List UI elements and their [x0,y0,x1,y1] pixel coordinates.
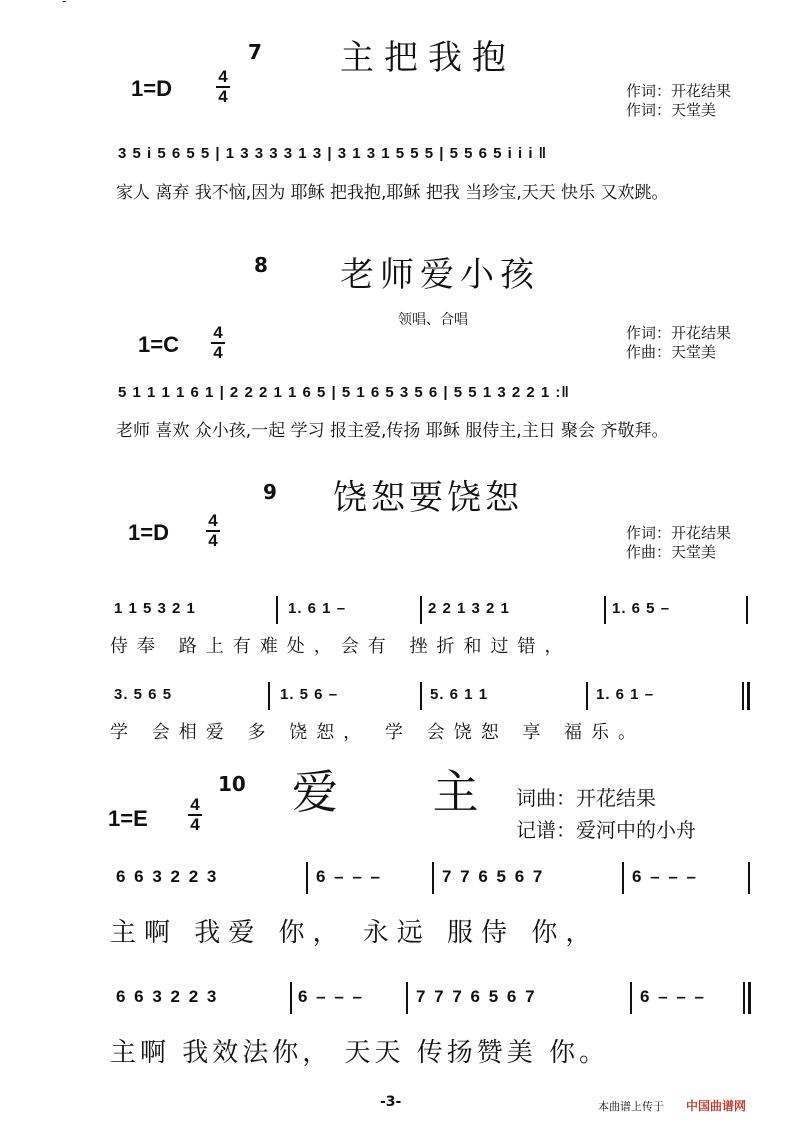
song-8-number: 8 [254,253,268,277]
barline [276,596,278,624]
song-10-lyrics-line-1: 主啊 我爱 你， 永远 服侍 你， [110,918,600,948]
song-9-measure: 1. 6 5 – [612,600,671,617]
final-barline-thick [748,982,751,1014]
site-logo: 中国曲谱网 [686,1099,747,1113]
song-7-number: 7 [248,40,262,64]
song-8-subtitle: 领唱、合唱 [398,312,468,328]
song-10-measure: 6 – – – [316,867,382,886]
credit-composer: 作曲：天堂美 [626,543,717,561]
page-number: -3- [380,1094,402,1110]
song-10-measure: 6 6 3 2 2 3 [116,867,219,886]
song-7-credits [626,82,731,120]
barline [746,596,748,624]
final-barline-thin [742,682,744,710]
song-8-lyrics: 老师 喜欢 众小孩,一起 学习 报主爱,传扬 耶稣 服侍主,主日 聚会 齐敬拜。 [116,421,669,441]
song-10-title: 爱 主 [292,765,519,819]
song-7-time-signature [216,67,230,106]
song-9-measure: 1 1 5 3 2 1 [114,600,196,617]
time-sig-bottom: 4 [218,87,228,106]
song-9-measure: 2 2 1 3 2 1 [428,600,510,617]
song-10-time-signature [188,795,202,834]
song-9-number: 9 [263,480,277,504]
time-sig-top: 4 [218,67,228,86]
song-9-time-signature [206,511,220,550]
song-9-measure: 5. 6 1 1 [430,686,489,703]
song-7-notes: 3 5 i 5 6 5 5 | 1 3 3 3 3 1 3 | 3 1 3 1 5 5 5 | 5 5 6 5 i i i ‖ [118,145,548,162]
final-barline-thick [747,682,750,710]
song-9-measure: 1. 5 6 – [280,686,339,703]
barline [630,982,632,1014]
upload-note: 本曲谱上传于 [598,1100,664,1113]
song-10-measure: 6 – – – [632,867,698,886]
barline [748,862,750,894]
barline [306,862,308,894]
song-10-measure: 7 7 6 5 6 7 [442,867,545,886]
song-10-number: 10 [218,772,246,796]
time-sig-top: 4 [190,795,200,814]
barline [420,596,422,624]
song-7-key: 1=D [131,76,172,101]
barline [604,596,606,624]
song-9-lyrics-line-2: 学 会相爱 多 饶恕， 学 会饶恕 享 福乐。 [110,722,646,743]
song-9-measure: 3. 5 6 5 [114,686,173,703]
song-9-credits [626,524,731,562]
time-sig-bottom: 4 [190,815,200,834]
song-10-lyrics-line-2: 主啊 我效法你， 天天 传扬赞美 你。 [110,1038,610,1068]
song-10-credits [516,782,696,846]
credit-composer: 作曲：天堂美 [626,343,717,361]
song-7-title: 主把我抱 [340,38,516,78]
song-8-key: 1=C [138,332,179,357]
song-9-title: 饶恕要饶恕 [333,478,523,518]
song-8-title: 老师爱小孩 [340,255,540,295]
credit-lyricist: 作词：开花结果 [626,324,732,342]
song-9-measure: 1. 6 1 – [596,686,655,703]
credit-lyricist: 作词：开花结果 [626,524,732,542]
final-barline-thin [743,982,745,1014]
song-8-credits [626,324,731,362]
song-7-lyrics: 家人 离弃 我不恼,因为 耶稣 把我抱,耶稣 把我 当珍宝,天天 快乐 又欢跳。 [116,183,669,203]
song-9-lyrics-line-1: 侍奉 路上有难处，会有 挫折和过错， [110,636,572,657]
barline [290,982,292,1014]
barline [406,982,408,1014]
credit-words-music: 词曲：开花结果 [516,786,656,810]
song-10-measure: 6 6 3 2 2 3 [116,987,219,1006]
time-sig-bottom: 4 [213,343,223,362]
song-9-key: 1=D [128,520,169,545]
song-9-measure: 1. 6 1 – [288,600,347,617]
barline [432,862,434,894]
credit-notation: 记谱：爱河中的小舟 [516,818,696,842]
time-sig-top: 4 [213,323,223,342]
credit-composer: 作词：天堂美 [626,101,717,119]
time-sig-bottom: 4 [208,531,218,550]
barline [622,862,624,894]
song-10-key: 1=E [108,806,148,831]
barline [586,682,588,710]
song-10-measure: 6 – – – [640,987,706,1006]
song-10-measure: 6 – – – [298,987,364,1006]
song-8-time-signature [211,323,225,362]
corner-mark: - [62,0,67,8]
barline [420,682,422,710]
song-10-measure: 7 7 7 6 5 6 7 [416,987,537,1006]
song-8-notes: 5 1 1 1 1 6 1 | 2 2 2 1 1 6 5 | 5 1 6 5 3 5 6 | 5 5 1 3 2 2 1 :‖ [118,384,570,401]
credit-lyricist: 作词：开花结果 [626,82,732,100]
time-sig-top: 4 [208,511,218,530]
barline [268,682,270,710]
